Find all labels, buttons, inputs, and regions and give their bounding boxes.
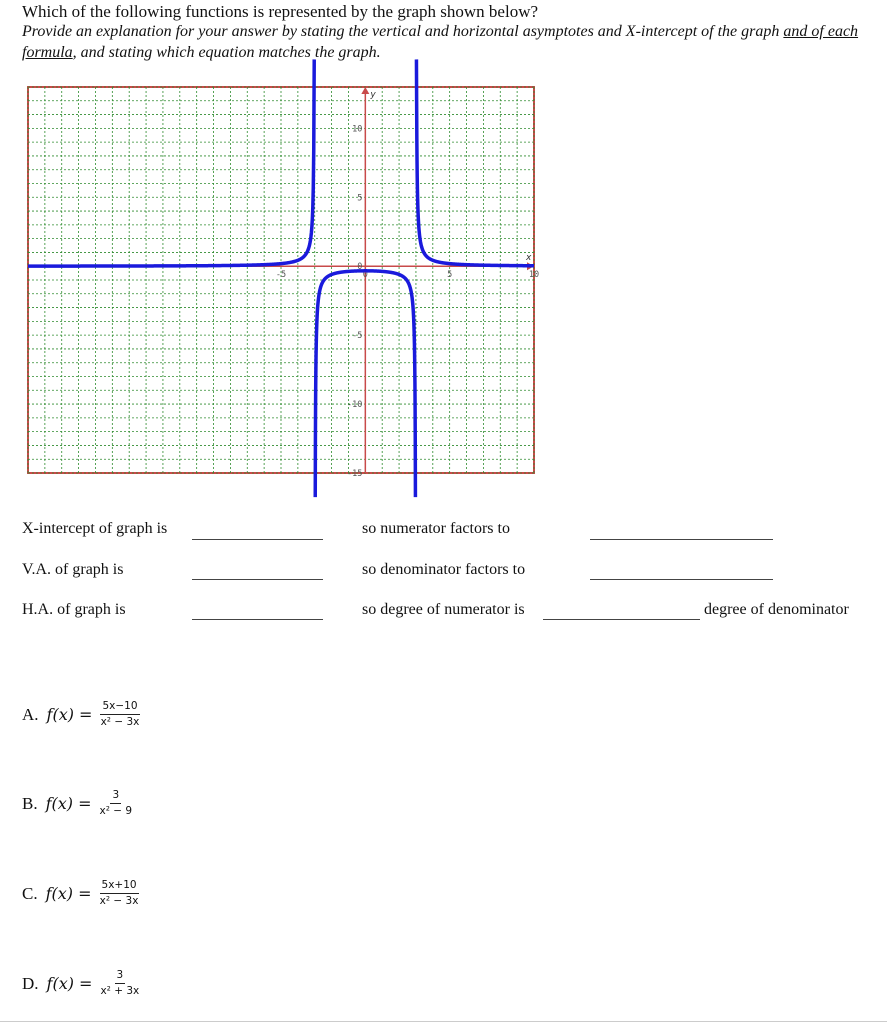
degree-numerator-label: so degree of numerator is — [362, 601, 525, 618]
ha-blank[interactable] — [192, 619, 323, 620]
xintercept-label: X-intercept of graph is — [22, 520, 168, 537]
xintercept-blank[interactable] — [192, 539, 323, 540]
fx-label: f(x) = — [46, 974, 93, 993]
fraction — [100, 700, 139, 729]
y-tick-label: -5 — [352, 331, 363, 342]
choice-letter: A. — [22, 704, 39, 724]
function-graph — [26, 85, 540, 479]
page-bottom-border — [0, 1021, 887, 1022]
ha-label: H.A. of graph is — [22, 601, 126, 618]
numerator-factors-blank[interactable] — [590, 539, 773, 540]
numerator-factors-label: so numerator factors to — [362, 520, 510, 537]
y-tick-label: -10 — [346, 400, 363, 411]
numerator: 5x−10 — [100, 700, 139, 715]
x-tick-label: 10 — [528, 270, 540, 281]
instructions-part3: , and stating which equation matches the graph. — [72, 44, 381, 61]
denominator: x² − 9 — [99, 805, 133, 817]
x-tick-label: 0 — [362, 270, 368, 281]
choice-letter: C. — [22, 883, 38, 903]
va-blank[interactable] — [192, 579, 323, 580]
numerator: 5x+10 — [100, 879, 139, 894]
denominator: x² + 3x — [100, 985, 140, 997]
numerator: 3 — [110, 789, 121, 804]
numerator: 3 — [115, 969, 126, 984]
choice-d[interactable] — [22, 969, 139, 998]
va-label: V.A. of graph is — [22, 561, 124, 578]
fx-label: f(x) = — [45, 884, 92, 903]
fx-label: f(x) = — [45, 794, 92, 813]
fx-label: f(x) = — [46, 705, 93, 724]
denominator: x² − 3x — [100, 716, 140, 728]
choice-b[interactable] — [22, 789, 132, 818]
denominator-factors-blank[interactable] — [590, 579, 773, 580]
choice-letter: D. — [22, 973, 39, 993]
y-tick-label: 10 — [352, 124, 363, 135]
y-tick-label: 5 — [357, 193, 363, 204]
choice-a[interactable] — [22, 700, 140, 729]
fraction — [100, 789, 133, 818]
denominator: x² − 3x — [99, 895, 139, 907]
denominator-factors-label: so denominator factors to — [362, 561, 526, 578]
y-tick-label: -15 — [346, 469, 363, 479]
question-text: Which of the following functions is represented by the graph shown below? — [22, 2, 539, 21]
instructions-underlined: and of each formula — [22, 23, 859, 61]
x-tick-label: 5 — [447, 270, 453, 281]
instructions-part1: Provide an explanation for your answer by stating the vertical and horizontal asymptotes and X-intercept of the graph — [22, 23, 780, 40]
y-tick-label: 0 — [357, 262, 363, 273]
degree-compare-blank[interactable] — [543, 619, 700, 620]
x-tick-label: -5 — [275, 270, 287, 281]
degree-denominator-label: degree of denominator — [704, 601, 849, 618]
fraction — [100, 879, 139, 908]
choice-letter: B. — [22, 793, 38, 813]
choice-c[interactable] — [22, 879, 139, 908]
instructions-text — [22, 21, 872, 63]
y-axis-label: y — [370, 90, 376, 100]
x-axis-label: x — [526, 253, 532, 264]
fraction — [100, 969, 139, 998]
